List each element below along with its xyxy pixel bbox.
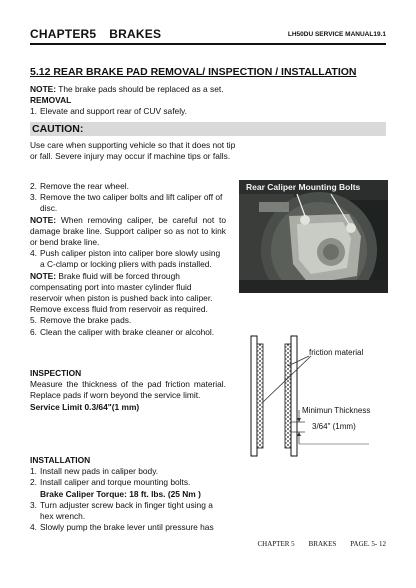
step-2: 2. Remove the rear wheel. xyxy=(30,181,129,191)
section-title: 5.12 REAR BRAKE PAD REMOVAL/ INSPECTION / INSTALLATION xyxy=(30,66,357,78)
caliper-photo xyxy=(239,180,388,293)
inspection-heading: INSPECTION xyxy=(30,368,82,378)
step-4-cont: a C-clamp or locking pliers with pads installed. xyxy=(40,259,212,270)
friction-label: friction material xyxy=(309,348,364,357)
removal-steps xyxy=(30,181,226,338)
install-step-4: 4. Slowly pump the brake lever until pressure has xyxy=(30,522,214,533)
removal-step-1: 1. Elevate and support rear of CUV safely. xyxy=(30,106,187,116)
step-5: 5. Remove the brake pads. xyxy=(30,315,132,326)
inspection-block xyxy=(30,368,226,413)
inspection-text: Measure the thickness of the pad friction material. Replace pads if worn beyond the service limit. xyxy=(30,379,226,401)
note-text: The brake pads should be replaced as a set. xyxy=(56,84,224,94)
step-3: 3. Remove the two caliper bolts and lift caliper off of xyxy=(30,192,223,203)
note-label: NOTE: xyxy=(30,84,57,94)
header-rule xyxy=(30,43,386,45)
chapter-header xyxy=(30,27,174,41)
step-6: 6. Clean the caliper with brake cleaner or alcohol. xyxy=(30,326,215,337)
installation-heading: INSTALLATION xyxy=(30,455,91,465)
caliper-torque: Brake Caliper Torque: 18 ft. lbs. (25 Nm ) xyxy=(40,488,201,499)
photo-caption: Rear Caliper Mounting Bolts xyxy=(246,182,361,192)
chapter-topic: BRAKES xyxy=(109,27,162,41)
chapter-label: CHAPTER5 xyxy=(30,27,97,41)
install-step-2: 2. Install caliper and torque mounting bolts. xyxy=(30,477,191,488)
install-step-3: 3. Turn adjuster screw back in finger tight using a xyxy=(30,499,213,510)
min-thickness-value: 3/64" (1mm) xyxy=(312,422,356,431)
note-pads xyxy=(30,84,390,95)
min-thickness-label: Minimun Thickness xyxy=(302,406,371,415)
caution-heading: CAUTION: xyxy=(30,122,386,136)
footer-topic: BRAKES xyxy=(308,540,337,548)
manual-title: LH50DU SERVICE MANUAL19.1 xyxy=(287,31,386,38)
caliper-photo-illustration xyxy=(239,180,388,293)
install-step-1: 1. Install new pads in caliper body. xyxy=(30,466,159,477)
page-footer xyxy=(244,540,387,548)
removal-heading: REMOVAL xyxy=(30,95,72,105)
note-caliper: NOTE: When removing caliper, be careful not to damage brake line. Support caliper so as not to kink or bend brake line. xyxy=(30,214,226,248)
service-limit: Service Limit 0.3/64"(1 mm) xyxy=(30,401,140,412)
footer-chapter: CHAPTER 5 xyxy=(257,540,295,548)
install-step-3-cont: hex wrench. xyxy=(40,511,86,522)
caution-text: Use care when supporting vehicle so that it does not tip or fall. Severe injury may occur if machine tips or falls. xyxy=(30,140,236,162)
step-3-cont: disc. xyxy=(40,203,58,214)
footer-page: PAGE. 5- 12 xyxy=(350,540,386,548)
step-4: 4. Push caliper piston into caliper bore slowly using xyxy=(30,248,221,259)
installation-block xyxy=(30,455,226,533)
note-fluid: NOTE: Brake fluid will be forced through compensating port into master cylinder fluid reservoir when piston is pushed back into caliper. Remove excess fluid from reservoir as required. xyxy=(30,270,213,315)
